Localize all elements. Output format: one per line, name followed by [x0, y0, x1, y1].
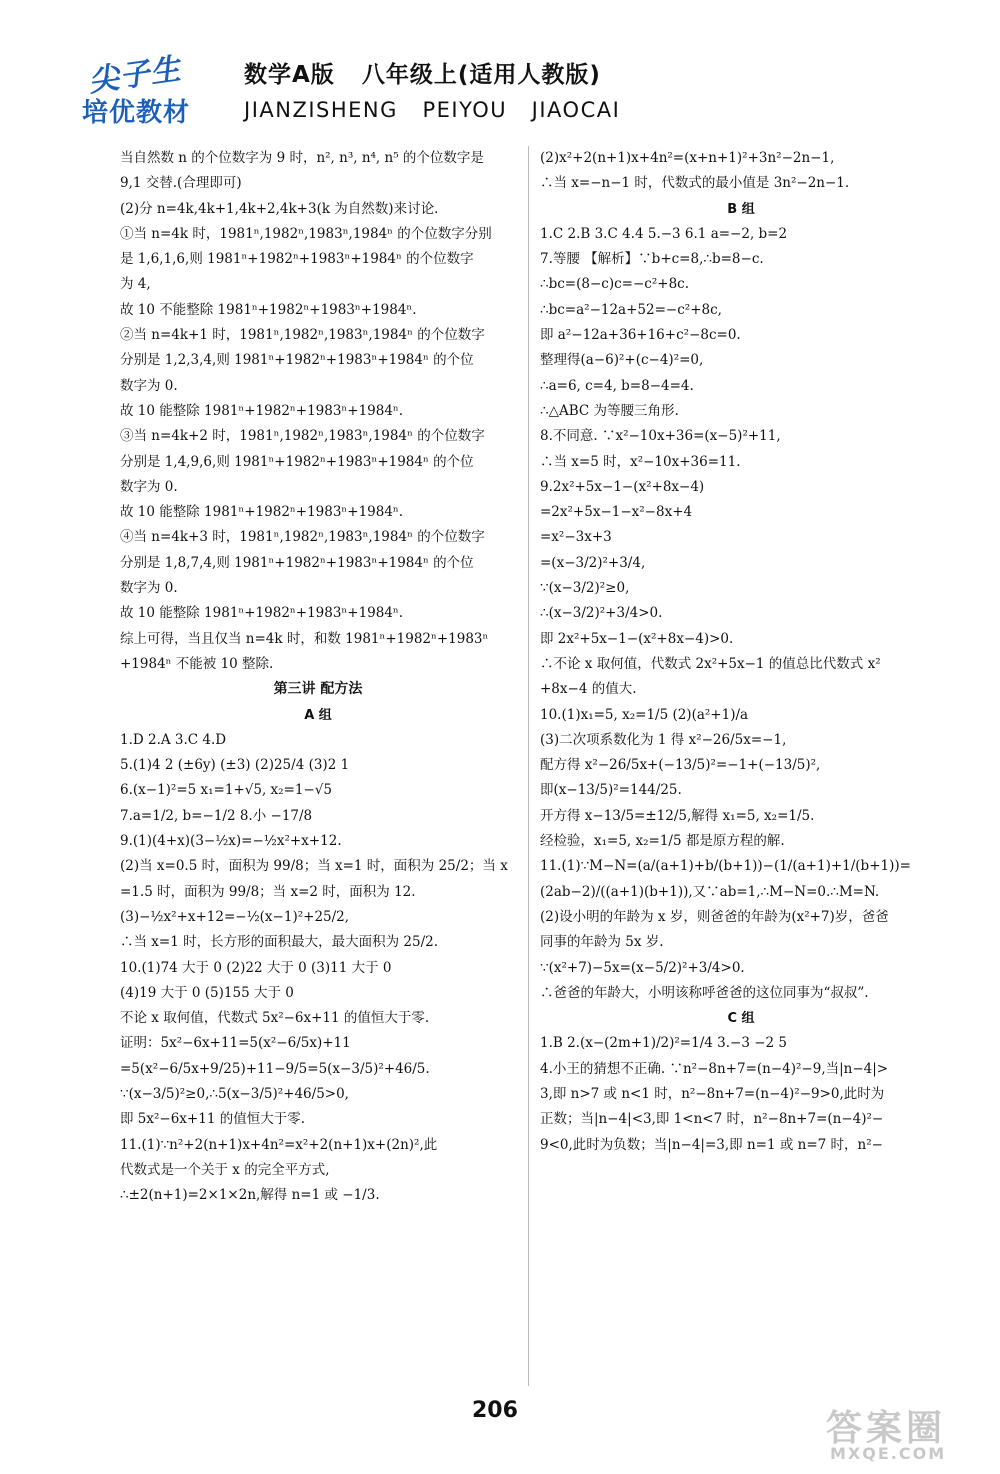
answer-line: 分别是 1,8,7,4,则 1981ⁿ+1982ⁿ+1983ⁿ+1984ⁿ 的个位: [120, 554, 474, 571]
answer-line: ∵(x−3/2)²≥0,: [540, 580, 630, 597]
answer-line: ③当 n=4k+2 时，1981ⁿ,1982ⁿ,1983ⁿ,1984ⁿ 的个位数字: [120, 428, 485, 445]
page-header: [0, 0, 1000, 140]
answer-line: =x²−3x+3: [540, 529, 612, 546]
logo-line-1: 尖子生: [86, 51, 184, 100]
group-heading: B 组: [727, 201, 755, 217]
answer-line: (4)19 大于 0 (5)155 大于 0: [120, 984, 294, 1001]
answer-line: ∵(x²+7)−5x=(x−5/2)²+3/4>0.: [540, 959, 745, 976]
answer-line: ∴不论 x 取何值，代数式 2x²+5x−1 的值总比代数式 x²: [540, 655, 881, 672]
answer-line: ②当 n=4k+1 时，1981ⁿ,1982ⁿ,1983ⁿ,1984ⁿ 的个位数字: [120, 327, 485, 344]
answer-line: (2)设小明的年龄为 x 岁，则爸爸的年龄为(x²+7)岁，爸爸: [540, 908, 889, 925]
answer-line: (2)x²+2(n+1)x+4n²=(x+n+1)²+3n²−2n−1,: [540, 150, 835, 166]
answer-line: ∴当 x=5 时，x²−10x+36=11.: [540, 453, 741, 470]
answer-line: 7.等腰 【解析】∵b+c=8,∴b=8−c.: [540, 251, 764, 268]
answer-line: +1984ⁿ 不能被 10 整除.: [120, 655, 274, 672]
answer-line: 故 10 能整除 1981ⁿ+1982ⁿ+1983ⁿ+1984ⁿ.: [120, 504, 404, 521]
book-title: 数学A版 八年级上(适用人教版): [244, 62, 601, 88]
answer-line: 证明：5x²−6x+11=5(x²−6/5x)+11: [120, 1035, 351, 1052]
answer-line: 数字为 0.: [120, 377, 178, 394]
answer-line: 即 2x²+5x−1−(x²+8x−4)>0.: [540, 630, 734, 647]
answer-line: 配方得 x²−26/5x+(−13/5)²=−1+(−13/5)²,: [540, 757, 821, 774]
answer-line: 故 10 不能整除 1981ⁿ+1982ⁿ+1983ⁿ+1984ⁿ.: [120, 301, 417, 318]
left-column: [120, 146, 516, 1208]
logo-line-2: 培优教材: [82, 98, 191, 128]
answer-line: 7.a=1/2, b=−1/2 8.小 −17/8: [120, 807, 313, 824]
page-number: 206: [472, 1398, 518, 1423]
answer-line: 1.B 2.(x−(2m+1)/2)²=1/4 3.−3 −2 5: [540, 1035, 787, 1052]
answer-line: (2)当 x=0.5 时，面积为 99/8；当 x=1 时，面积为 25/2；当 x: [120, 858, 508, 875]
answer-line: 1.C 2.B 3.C 4.4 5.−3 6.1 a=−2, b=2: [540, 225, 788, 242]
answer-line: 综上可得，当且仅当 n=4k 时，和数 1981ⁿ+1982ⁿ+1983ⁿ: [120, 630, 489, 647]
answer-line: 1.D 2.A 3.C 4.D: [120, 731, 227, 748]
answer-line: 10.(1)74 大于 0 (2)22 大于 0 (3)11 大于 0: [120, 959, 392, 976]
group-heading: C 组: [727, 1011, 755, 1027]
answer-line: 开方得 x−13/5=±12/5,解得 x₁=5, x₂=1/5.: [540, 807, 815, 824]
answer-line: ∴(x−3/2)²+3/4>0.: [540, 605, 663, 622]
answer-line: 数字为 0.: [120, 580, 178, 597]
answer-line: 整理得(a−6)²+(c−4)²=0,: [540, 352, 704, 369]
answer-line: 是 1,6,1,6,则 1981ⁿ+1982ⁿ+1983ⁿ+1984ⁿ 的个位数字: [120, 251, 474, 268]
answer-line: +8x−4 的值大.: [540, 681, 637, 698]
answer-line: ∴bc=a²−12a+52=−c²+8c,: [540, 301, 722, 318]
answer-line: 即(x−13/5)²=144/25.: [540, 782, 682, 799]
answer-line: 正数；当|n−4|<3,即 1<n<7 时，n²−8n+7=(n−4)²−: [540, 1111, 884, 1128]
answer-line: 不论 x 取何值，代数式 5x²−6x+11 的值恒大于零.: [120, 1010, 430, 1027]
answer-line: =(x−3/2)²+3/4,: [540, 554, 646, 571]
answer-line: 9.2x²+5x−1−(x²+8x−4): [540, 478, 705, 495]
answer-line: 9<0,此时为负数；当|n−4|=3,即 n=1 或 n=7 时，n²−: [540, 1136, 883, 1153]
answer-line: ∴a=6, c=4, b=8−4=4.: [540, 377, 694, 394]
answer-line: 当自然数 n 的个位数字为 9 时，n², n³, n⁴, n⁵ 的个位数字是: [120, 150, 484, 166]
answer-line: =5(x²−6/5x+9/25)+11−9/5=5(x−3/5)²+46/5.: [120, 1060, 430, 1077]
right-column: [540, 146, 942, 1158]
section-heading: 第三讲 配方法: [273, 681, 363, 698]
answer-line: 即 5x²−6x+11 的值恒大于零.: [120, 1111, 305, 1128]
answer-line: =1.5 时，面积为 99/8；当 x=2 时，面积为 12.: [120, 883, 416, 900]
answer-line: ∴当 x=−n−1 时，代数式的最小值是 3n²−2n−1.: [540, 175, 850, 192]
answer-line: 故 10 能整除 1981ⁿ+1982ⁿ+1983ⁿ+1984ⁿ.: [120, 402, 404, 419]
answer-line: 5.(1)4 2 (±6y) (±3) (2)25/4 (3)2 1: [120, 757, 350, 774]
answer-line: ∵(x−3/5)²≥0,∴5(x−3/5)²+46/5>0,: [120, 1085, 349, 1102]
answer-line: =2x²+5x−1−x²−8x+4: [540, 504, 693, 521]
group-heading: A 组: [304, 707, 332, 723]
answer-line: ∴bc=(8−c)c=−c²+8c.: [540, 276, 690, 293]
answer-line: ∴△ABC 为等腰三角形.: [540, 402, 679, 419]
watermark: [812, 1400, 982, 1470]
answer-line: 即 a²−12a+36+16+c²−8c=0.: [540, 327, 741, 344]
watermark-line-1: 答案圈: [826, 1408, 947, 1449]
answer-line: 8.不同意. ∵x²−10x+36=(x−5)²+11,: [540, 428, 781, 445]
answer-line: 11.(1)∵M−N=(a/(a+1)+b/(b+1))−(1/(a+1)+1/(b+1))=: [540, 858, 911, 875]
answer-line: 分别是 1,4,9,6,则 1981ⁿ+1982ⁿ+1983ⁿ+1984ⁿ 的个位: [120, 453, 474, 470]
answer-line: ④当 n=4k+3 时，1981ⁿ,1982ⁿ,1983ⁿ,1984ⁿ 的个位数字: [120, 529, 485, 546]
answer-line: 11.(1)∵n²+2(n+1)x+4n²=x²+2(n+1)x+(2n)²,此: [120, 1136, 438, 1153]
answer-line: 9,1 交替.(合理即可): [120, 175, 242, 192]
answer-line: (3)二次项系数化为 1 得 x²−26/5x=−1,: [540, 731, 787, 748]
answer-line: 分别是 1,2,3,4,则 1981ⁿ+1982ⁿ+1983ⁿ+1984ⁿ 的个位: [120, 352, 474, 369]
watermark-line-2: MXQE.COM: [830, 1444, 947, 1463]
answer-line: 同事的年龄为 5x 岁.: [540, 934, 664, 951]
answer-line: 数字为 0.: [120, 478, 178, 495]
answer-line: 为 4,: [120, 276, 151, 293]
answer-line: 6.(x−1)²=5 x₁=1+√5, x₂=1−√5: [120, 782, 332, 799]
answer-line: (2ab−2)/((a+1)(b+1)),又∵ab=1,∴M−N=0.∴M=N.: [540, 883, 880, 900]
answer-line: (2)分 n=4k,4k+1,4k+2,4k+3(k 为自然数)来讨论.: [120, 200, 439, 217]
answer-line: ∴当 x=1 时，长方形的面积最大，最大面积为 25/2.: [120, 934, 438, 951]
answer-line: 4.小王的猜想不正确. ∵n²−8n+7=(n−4)²−9,当|n−4|>: [540, 1060, 889, 1077]
answer-line: 3,即 n>7 或 n<1 时，n²−8n+7=(n−4)²−9>0,此时为: [540, 1085, 885, 1102]
book-subtitle: JIANZISHENG PEIYOU JIAOCAI: [244, 98, 621, 122]
answer-line: 故 10 能整除 1981ⁿ+1982ⁿ+1983ⁿ+1984ⁿ.: [120, 605, 404, 622]
answer-line: 经检验，x₁=5, x₂=1/5 都是原方程的解.: [540, 833, 785, 850]
answer-line: 10.(1)x₁=5, x₂=1/5 (2)(a²+1)/a: [540, 706, 749, 723]
answer-line: ∴±2(n+1)=2×1×2n,解得 n=1 或 −1/3.: [120, 1187, 380, 1204]
brand-logo: [78, 50, 228, 128]
answer-line: ∴爸爸的年龄大，小明该称呼爸爸的这位同事为“叔叔”.: [540, 984, 869, 1001]
answer-line: ①当 n=4k 时，1981ⁿ,1982ⁿ,1983ⁿ,1984ⁿ 的个位数字分别: [120, 225, 492, 242]
column-divider: [528, 146, 529, 1386]
answer-line: 代数式是一个关于 x 的完全平方式,: [120, 1161, 330, 1178]
answer-line: (3)−½x²+x+12=−½(x−1)²+25/2,: [120, 908, 350, 925]
answer-line: 9.(1)(4+x)(3−½x)=−½x²+x+12.: [120, 833, 342, 850]
